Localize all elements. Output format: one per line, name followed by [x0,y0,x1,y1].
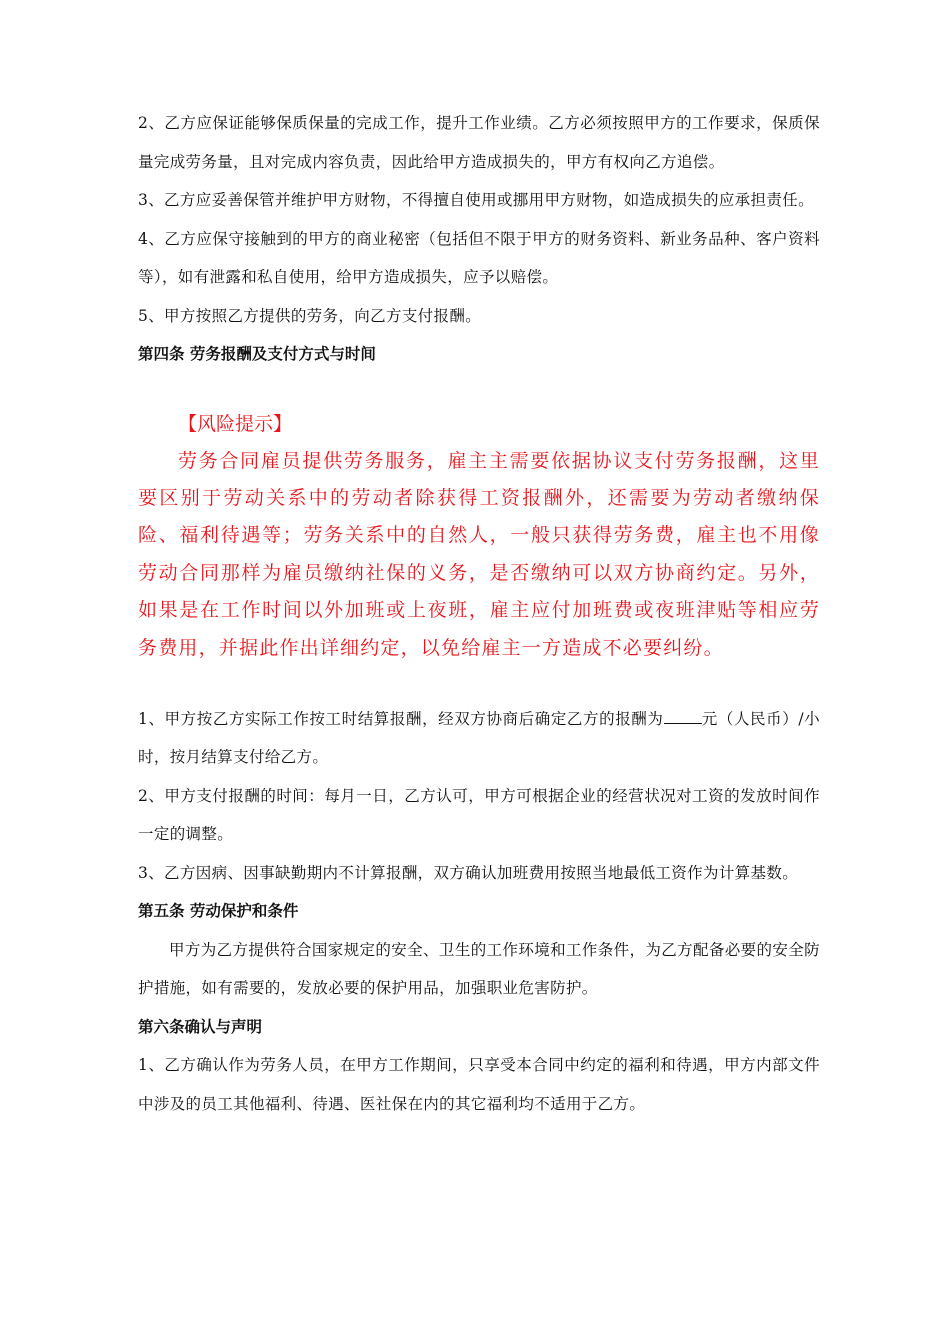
fill-in-blank [664,709,702,724]
risk-notice-title: 【风险提示】 [178,412,293,435]
risk-notice-body: 劳务合同雇员提供劳务服务，雇主主需要依据协议支付劳务报酬，这里要区别于劳动关系中的劳动者除获得工资报酬外，还需要为劳动者缴纳保险、福利待遇等；劳务关系中的自然人，一般只获得劳务费，雇主也不用像劳动合同那样为雇员缴纳社保的义务，是否缴纳可以双方协商约定。另外，如果是在工作时间以外加班或上夜班，雇主应付加班费或夜班津贴等相应劳务费用，并据此作出详细约定，以免给雇主一方造成不必要纠纷。 [138,449,820,659]
article-4-item-1-end: 元（人民币）/小时，按月结算支付给乙方。 [138,709,820,767]
article-4-heading: 第四条 劳务报酬及支付方式与时间 [138,345,376,363]
article-5-body: 甲方为乙方提供符合国家规定的安全、卫生的工作环境和工作条件，为乙方配备必要的安全防护措施，如有需要的，发放必要的保护用品，加强职业危害防护。 [138,940,820,998]
clause-item-3: 3、乙方应妥善保管并维护甲方财物，不得擅自使用或挪用甲方财物，如造成损失的应承担责任。 [138,191,814,209]
article-6-heading: 第六条确认与声明 [138,1017,263,1036]
clause-item-2: 2、乙方应保证能够保质保量的完成工作，提升工作业绩。乙方必须按照甲方的工作要求，保质保量完成劳务量，且对完成内容负责，因此给甲方造成损失的，甲方有权向乙方追偿。 [138,114,820,171]
article-6-item-1: 1、乙方确认作为劳务人员，在甲方工作期间，只享受本合同中约定的福利和待遇，甲方内部文件中涉及的员工其他福利、待遇、医社保在内的其它福利均不适用于乙方。 [138,1056,820,1113]
article-4-item-1-start: 1、甲方按乙方实际工作按工时结算报酬，经双方协商后确定乙方的报酬为 [138,709,664,728]
clause-item-4: 4、乙方应保守接触到的甲方的商业秘密（包括但不限于甲方的财务资料、新业务品种、客户资料等），如有泄露和私自使用，给甲方造成损失，应予以赔偿。 [138,229,820,286]
article-4-item-2: 2、甲方支付报酬的时间：每月一日，乙方认可，甲方可根据企业的经营状况对工资的发放时间作一定的调整。 [138,786,820,844]
document-content [138,104,820,1123]
clause-item-5: 5、甲方按照乙方提供的劳务，向乙方支付报酬。 [138,306,482,325]
article-4-item-1 [138,700,820,777]
article-4-item-3: 3、乙方因病、因事缺勤期内不计算报酬，双方确认加班费用按照当地最低工资作为计算基数。 [138,863,799,882]
risk-notice [138,406,820,667]
article-5-heading: 第五条 劳动保护和条件 [138,902,299,921]
